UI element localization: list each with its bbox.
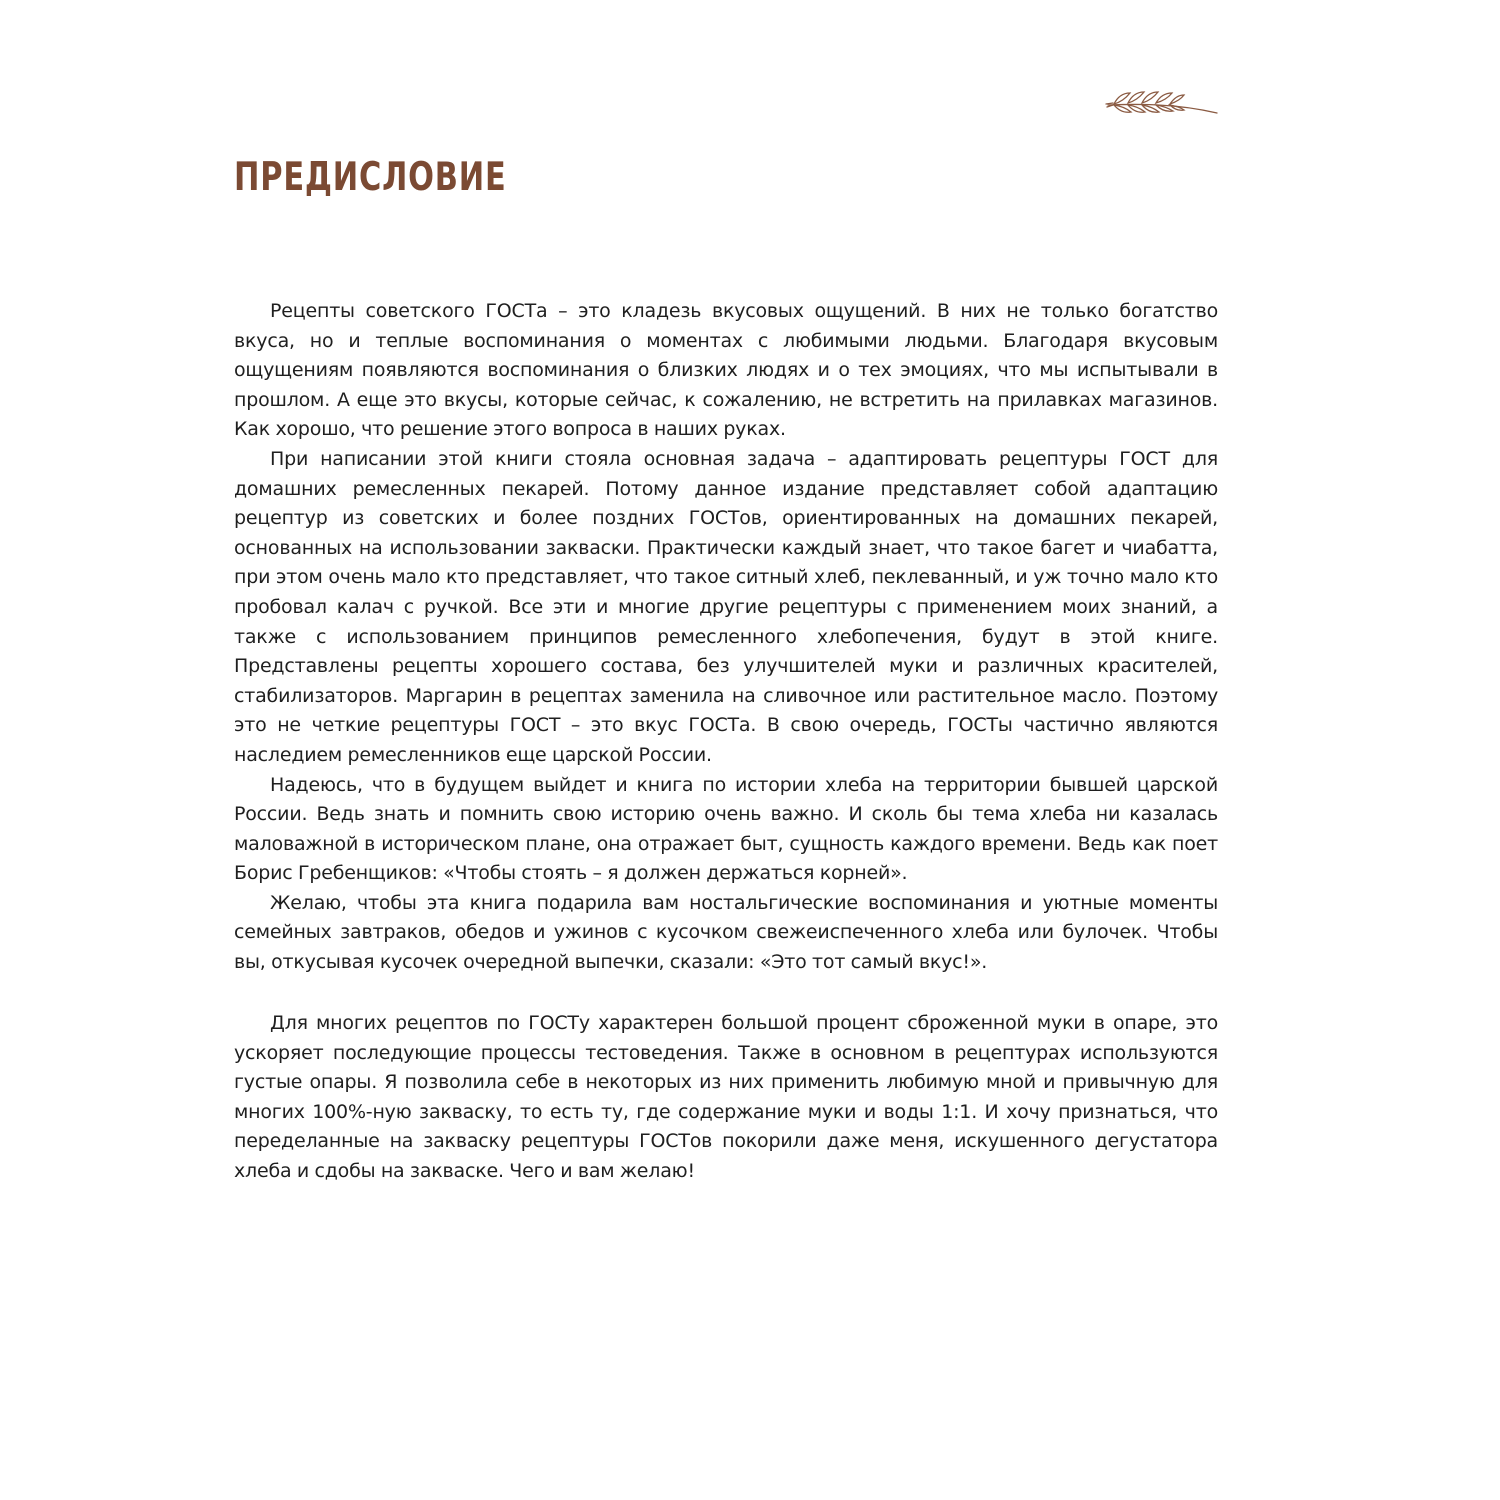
page-title: ПРЕДИСЛОВИЕ: [234, 155, 507, 200]
paragraph: Надеюсь, что в будущем выйдет и книга по истории хлеба на территории бывшей царской России. Ведь знать и помнить свою историю очень важно. И сколь бы тема хлеба ни казалась маловажной в историческом плане, она отражает быт, сущность каждого времени. Ведь как поет Борис Гребенщиков: «Чтобы стоять – я должен держаться корней».: [234, 773, 1218, 885]
preface-body: [234, 297, 1218, 978]
paragraph: Желаю, чтобы эта книга подарила вам ностальгические воспоминания и уютные моменты семейных завтраков, обедов и ужинов с кусочком свежеиспеченного хлеба или булочек. Чтобы вы, откусывая кусочек очередной выпечки, сказали: «Это тот самый вкус!».: [234, 891, 1218, 974]
paragraph: При написании этой книги стояла основная задача – адаптировать рецептуры ГОСТ для домашних ремесленных пекарей. Потому данное издание представляет собой адаптацию рецептур из советских и более поздних ГОСТов, ориентированных на домашних пекарей, основанных на использовании закваски. Практически каждый знает, что такое багет и чиабатта, при этом очень мало кто представляет, что такое ситный хлеб, пеклеванный, и уж точно мало кто пробовал калач с ручкой. Все эти и многие другие рецептуры с применением моих знаний, а также с использованием принципов ремесленного хлебопечения, будут в этой книге. Представлены рецепты хорошего состава, без улучшителей муки и различных красителей, стабилизаторов. Маргарин в рецептах заменила на сливочное или растительное масло. Поэтому это не четкие рецептуры ГОСТ – это вкус ГОСТа. В свою очередь, ГОСТы частично являются наследием ремесленников еще царской России.: [234, 447, 1218, 766]
paragraph: Рецепты советского ГОСТа – это кладезь вкусовых ощущений. В них не только богатство вкуса, но и теплые воспоминания о моментах с любимыми людьми. Благодаря вкусовым ощущениям появляются воспоминания о близких людях и о тех эмоциях, что мы испытывали в прошлом. А еще это вкусы, которые сейчас, к сожалению, не встретить на прилавках магазинов. Как хорошо, что решение этого вопроса в наших руках.: [234, 300, 1218, 441]
wheat-ear-icon: [1104, 84, 1220, 118]
paragraph: Для многих рецептов по ГОСТу характерен большой процент сброженной муки в опаре, это ускоряет последующие процессы тестоведения. Также в основном в рецептурах используются густые опары. Я позволила себе в некоторых из них применить любимую мной и привычную для многих 100%-ную закваску, то есть ту, где содержание муки и воды 1:1. И хочу признаться, что переделанные на закваску рецептуры ГОСТов покорили даже меня, искушенного дегустатора хлеба и сдобы на закваске. Чего и вам желаю!: [234, 1012, 1218, 1182]
preface-note: [234, 1009, 1218, 1187]
